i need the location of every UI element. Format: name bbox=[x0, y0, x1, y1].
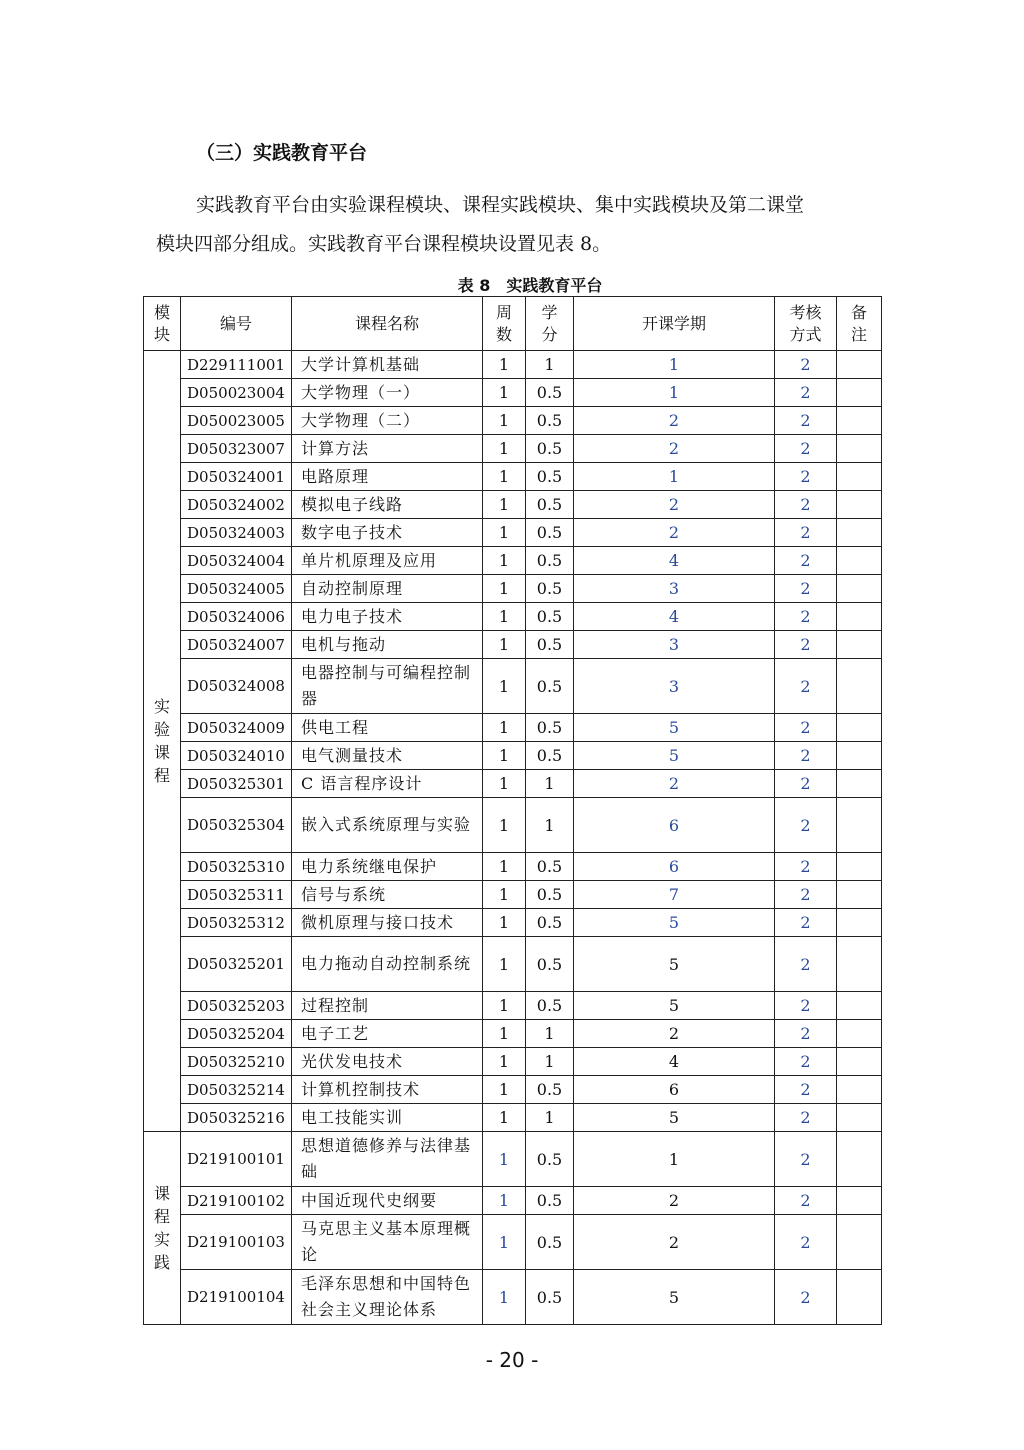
weeks-cell: 1 bbox=[483, 798, 526, 853]
semester-cell: 2 bbox=[574, 519, 775, 547]
credits-cell: 0.5 bbox=[526, 547, 574, 575]
course-name-cell: 数字电子技术 bbox=[292, 519, 483, 547]
weeks-cell: 1 bbox=[483, 714, 526, 742]
semester-cell: 4 bbox=[574, 547, 775, 575]
semester-cell: 6 bbox=[574, 1076, 775, 1104]
credits-cell: 1 bbox=[526, 770, 574, 798]
course-code-cell: D050325312 bbox=[181, 909, 292, 937]
assessment-cell: 2 bbox=[775, 770, 837, 798]
intro-paragraph-line-1 bbox=[156, 189, 896, 222]
intro-paragraph-line-2: 模块四部分组成。实践教育平台课程模块设置见表 8。 bbox=[156, 233, 612, 255]
remarks-cell bbox=[837, 881, 882, 909]
table-row bbox=[144, 631, 882, 659]
credits-cell: 0.5 bbox=[526, 379, 574, 407]
course-code-cell: D050325201 bbox=[181, 937, 292, 992]
assessment-cell: 2 bbox=[775, 1215, 837, 1270]
table-row bbox=[144, 770, 882, 798]
credits-cell: 0.5 bbox=[526, 1270, 574, 1325]
weeks-cell: 1 bbox=[483, 742, 526, 770]
table-row bbox=[144, 463, 882, 491]
table-row bbox=[144, 881, 882, 909]
weeks-cell: 1 bbox=[483, 992, 526, 1020]
header-code: 编号 bbox=[181, 297, 292, 351]
table-body bbox=[144, 351, 882, 1325]
credits-cell: 0.5 bbox=[526, 631, 574, 659]
assessment-cell: 2 bbox=[775, 881, 837, 909]
credits-cell: 0.5 bbox=[526, 853, 574, 881]
section-heading: （三）实践教育平台 bbox=[196, 142, 368, 164]
semester-cell: 4 bbox=[574, 603, 775, 631]
weeks-cell: 1 bbox=[483, 881, 526, 909]
module-cell bbox=[144, 1132, 181, 1325]
table-row bbox=[144, 1048, 882, 1076]
credits-cell: 0.5 bbox=[526, 714, 574, 742]
table-row bbox=[144, 1132, 882, 1187]
remarks-cell bbox=[837, 463, 882, 491]
header-name: 课程名称 bbox=[292, 297, 483, 351]
assessment-cell: 2 bbox=[775, 1104, 837, 1132]
credits-cell: 0.5 bbox=[526, 1132, 574, 1187]
practice-platform-table bbox=[143, 296, 882, 1325]
remarks-cell bbox=[837, 1020, 882, 1048]
credits-cell: 0.5 bbox=[526, 1215, 574, 1270]
course-name-cell: 单片机原理及应用 bbox=[292, 547, 483, 575]
weeks-cell: 1 bbox=[483, 1020, 526, 1048]
course-code-cell: D050023004 bbox=[181, 379, 292, 407]
remarks-cell bbox=[837, 603, 882, 631]
course-name-cell: 大学物理（二） bbox=[292, 407, 483, 435]
course-code-cell: D050325310 bbox=[181, 853, 292, 881]
assessment-cell: 2 bbox=[775, 379, 837, 407]
table-row bbox=[144, 519, 882, 547]
header-weeks: 周数 bbox=[483, 297, 526, 351]
course-code-cell: D050324008 bbox=[181, 659, 292, 714]
weeks-cell: 1 bbox=[483, 407, 526, 435]
semester-cell: 5 bbox=[574, 742, 775, 770]
course-code-cell: D050323007 bbox=[181, 435, 292, 463]
remarks-cell bbox=[837, 909, 882, 937]
semester-cell: 1 bbox=[574, 463, 775, 491]
assessment-cell: 2 bbox=[775, 603, 837, 631]
course-name-cell: 自动控制原理 bbox=[292, 575, 483, 603]
course-name-cell: 毛泽东思想和中国特色社会主义理论体系 bbox=[292, 1270, 483, 1325]
semester-cell: 5 bbox=[574, 714, 775, 742]
assessment-cell: 2 bbox=[775, 631, 837, 659]
weeks-cell: 1 bbox=[483, 1104, 526, 1132]
table-row bbox=[144, 491, 882, 519]
course-code-cell: D050023005 bbox=[181, 407, 292, 435]
course-name-cell: 模拟电子线路 bbox=[292, 491, 483, 519]
semester-cell: 2 bbox=[574, 435, 775, 463]
course-code-cell: D050324007 bbox=[181, 631, 292, 659]
weeks-cell: 1 bbox=[483, 435, 526, 463]
course-name-cell: 供电工程 bbox=[292, 714, 483, 742]
assessment-cell: 2 bbox=[775, 798, 837, 853]
course-name-cell: 大学计算机基础 bbox=[292, 351, 483, 379]
weeks-cell: 1 bbox=[483, 937, 526, 992]
table-row bbox=[144, 798, 882, 853]
course-name-cell: 思想道德修养与法律基础 bbox=[292, 1132, 483, 1187]
module-cell bbox=[144, 351, 181, 1132]
remarks-cell bbox=[837, 770, 882, 798]
semester-cell: 6 bbox=[574, 798, 775, 853]
assessment-cell: 2 bbox=[775, 659, 837, 714]
course-code-cell: D050325210 bbox=[181, 1048, 292, 1076]
credits-cell: 0.5 bbox=[526, 992, 574, 1020]
course-name-cell: 电子工艺 bbox=[292, 1020, 483, 1048]
remarks-cell bbox=[837, 853, 882, 881]
course-name-cell: 马克思主义基本原理概论 bbox=[292, 1215, 483, 1270]
semester-cell: 7 bbox=[574, 881, 775, 909]
course-code-cell: D050324002 bbox=[181, 491, 292, 519]
assessment-cell: 2 bbox=[775, 853, 837, 881]
semester-cell: 2 bbox=[574, 1215, 775, 1270]
remarks-cell bbox=[837, 407, 882, 435]
table-row bbox=[144, 992, 882, 1020]
assessment-cell: 2 bbox=[775, 435, 837, 463]
module-label: 课程实践 bbox=[153, 1184, 170, 1272]
remarks-cell bbox=[837, 547, 882, 575]
header-module: 模块 bbox=[144, 297, 181, 351]
remarks-cell bbox=[837, 631, 882, 659]
assessment-cell: 2 bbox=[775, 1076, 837, 1104]
weeks-cell: 1 bbox=[483, 770, 526, 798]
table-row bbox=[144, 603, 882, 631]
assessment-cell: 2 bbox=[775, 351, 837, 379]
intro-paragraph-line-1-text: 实践教育平台由实验课程模块、课程实践模块、集中实践模块及第二课堂 bbox=[196, 194, 805, 216]
credits-cell: 0.5 bbox=[526, 909, 574, 937]
credits-cell: 0.5 bbox=[526, 1187, 574, 1215]
credits-cell: 0.5 bbox=[526, 1076, 574, 1104]
course-name-cell: 电力系统继电保护 bbox=[292, 853, 483, 881]
remarks-cell bbox=[837, 1104, 882, 1132]
course-code-cell: D050325304 bbox=[181, 798, 292, 853]
weeks-cell: 1 bbox=[483, 853, 526, 881]
credits-cell: 1 bbox=[526, 1104, 574, 1132]
course-name-cell: C 语言程序设计 bbox=[292, 770, 483, 798]
table-row bbox=[144, 1215, 882, 1270]
course-code-cell: D050324004 bbox=[181, 547, 292, 575]
course-code-cell: D050325203 bbox=[181, 992, 292, 1020]
semester-cell: 6 bbox=[574, 853, 775, 881]
assessment-cell: 2 bbox=[775, 1270, 837, 1325]
course-code-cell: D219100101 bbox=[181, 1132, 292, 1187]
course-code-cell: D050325216 bbox=[181, 1104, 292, 1132]
assessment-cell: 2 bbox=[775, 407, 837, 435]
credits-cell: 0.5 bbox=[526, 519, 574, 547]
course-code-cell: D229111001 bbox=[181, 351, 292, 379]
remarks-cell bbox=[837, 798, 882, 853]
remarks-cell bbox=[837, 491, 882, 519]
table-row bbox=[144, 407, 882, 435]
remarks-cell bbox=[837, 1132, 882, 1187]
semester-cell: 3 bbox=[574, 631, 775, 659]
page-number: - 20 - bbox=[485, 1348, 539, 1372]
credits-cell: 0.5 bbox=[526, 603, 574, 631]
credits-cell: 1 bbox=[526, 1020, 574, 1048]
credits-cell: 0.5 bbox=[526, 575, 574, 603]
course-name-cell: 计算方法 bbox=[292, 435, 483, 463]
remarks-cell bbox=[837, 435, 882, 463]
assessment-cell: 2 bbox=[775, 742, 837, 770]
weeks-cell: 1 bbox=[483, 575, 526, 603]
table-row bbox=[144, 853, 882, 881]
header-remarks: 备注 bbox=[837, 297, 882, 351]
assessment-cell: 2 bbox=[775, 992, 837, 1020]
assessment-cell: 2 bbox=[775, 547, 837, 575]
course-name-cell: 电机与拖动 bbox=[292, 631, 483, 659]
weeks-cell: 1 bbox=[483, 547, 526, 575]
table-row bbox=[144, 659, 882, 714]
semester-cell: 5 bbox=[574, 1270, 775, 1325]
weeks-cell: 1 bbox=[483, 1270, 526, 1325]
weeks-cell: 1 bbox=[483, 909, 526, 937]
table-row bbox=[144, 547, 882, 575]
remarks-cell bbox=[837, 1076, 882, 1104]
credits-cell: 1 bbox=[526, 351, 574, 379]
assessment-cell: 2 bbox=[775, 1048, 837, 1076]
course-name-cell: 电器控制与可编程控制器 bbox=[292, 659, 483, 714]
semester-cell: 5 bbox=[574, 1104, 775, 1132]
remarks-cell bbox=[837, 1270, 882, 1325]
assessment-cell: 2 bbox=[775, 575, 837, 603]
weeks-cell: 1 bbox=[483, 1187, 526, 1215]
semester-cell: 5 bbox=[574, 937, 775, 992]
weeks-cell: 1 bbox=[483, 379, 526, 407]
course-code-cell: D219100104 bbox=[181, 1270, 292, 1325]
course-code-cell: D050325204 bbox=[181, 1020, 292, 1048]
remarks-cell bbox=[837, 351, 882, 379]
credits-cell: 0.5 bbox=[526, 659, 574, 714]
table-row bbox=[144, 1270, 882, 1325]
semester-cell: 2 bbox=[574, 1020, 775, 1048]
weeks-cell: 1 bbox=[483, 519, 526, 547]
table-row bbox=[144, 1187, 882, 1215]
table-header-row bbox=[144, 297, 882, 351]
course-code-cell: D219100103 bbox=[181, 1215, 292, 1270]
table-row bbox=[144, 575, 882, 603]
semester-cell: 2 bbox=[574, 770, 775, 798]
table-row bbox=[144, 379, 882, 407]
assessment-cell: 2 bbox=[775, 519, 837, 547]
semester-cell: 1 bbox=[574, 351, 775, 379]
table-row bbox=[144, 1104, 882, 1132]
table-row bbox=[144, 435, 882, 463]
credits-cell: 0.5 bbox=[526, 407, 574, 435]
credits-cell: 1 bbox=[526, 1048, 574, 1076]
weeks-cell: 1 bbox=[483, 463, 526, 491]
course-name-cell: 电力拖动自动控制系统 bbox=[292, 937, 483, 992]
course-code-cell: D050324005 bbox=[181, 575, 292, 603]
semester-cell: 1 bbox=[574, 1132, 775, 1187]
remarks-cell bbox=[837, 937, 882, 992]
course-code-cell: D050324010 bbox=[181, 742, 292, 770]
course-name-cell: 大学物理（一） bbox=[292, 379, 483, 407]
credits-cell: 0.5 bbox=[526, 881, 574, 909]
table-caption: 表 8 实践教育平台 bbox=[457, 276, 603, 295]
assessment-cell: 2 bbox=[775, 937, 837, 992]
weeks-cell: 1 bbox=[483, 603, 526, 631]
credits-cell: 0.5 bbox=[526, 435, 574, 463]
table-row bbox=[144, 909, 882, 937]
semester-cell: 2 bbox=[574, 491, 775, 519]
assessment-cell: 2 bbox=[775, 1187, 837, 1215]
course-code-cell: D050325311 bbox=[181, 881, 292, 909]
table-row bbox=[144, 937, 882, 992]
module-label: 实验课程 bbox=[153, 697, 170, 785]
weeks-cell: 1 bbox=[483, 1215, 526, 1270]
header-assessment: 考核方式 bbox=[775, 297, 837, 351]
course-name-cell: 电力电子技术 bbox=[292, 603, 483, 631]
course-code-cell: D050324001 bbox=[181, 463, 292, 491]
semester-cell: 4 bbox=[574, 1048, 775, 1076]
credits-cell: 0.5 bbox=[526, 742, 574, 770]
course-code-cell: D219100102 bbox=[181, 1187, 292, 1215]
weeks-cell: 1 bbox=[483, 1076, 526, 1104]
weeks-cell: 1 bbox=[483, 351, 526, 379]
course-code-cell: D050324009 bbox=[181, 714, 292, 742]
table-row bbox=[144, 1020, 882, 1048]
table-row bbox=[144, 742, 882, 770]
semester-cell: 5 bbox=[574, 909, 775, 937]
semester-cell: 3 bbox=[574, 659, 775, 714]
weeks-cell: 1 bbox=[483, 659, 526, 714]
credits-cell: 0.5 bbox=[526, 463, 574, 491]
remarks-cell bbox=[837, 1187, 882, 1215]
course-code-cell: D050325214 bbox=[181, 1076, 292, 1104]
header-semester: 开课学期 bbox=[574, 297, 775, 351]
course-code-cell: D050324006 bbox=[181, 603, 292, 631]
weeks-cell: 1 bbox=[483, 631, 526, 659]
course-name-cell: 过程控制 bbox=[292, 992, 483, 1020]
semester-cell: 3 bbox=[574, 575, 775, 603]
assessment-cell: 2 bbox=[775, 909, 837, 937]
assessment-cell: 2 bbox=[775, 1020, 837, 1048]
course-name-cell: 计算机控制技术 bbox=[292, 1076, 483, 1104]
assessment-cell: 2 bbox=[775, 463, 837, 491]
weeks-cell: 1 bbox=[483, 491, 526, 519]
table-row bbox=[144, 714, 882, 742]
remarks-cell bbox=[837, 379, 882, 407]
course-code-cell: D050324003 bbox=[181, 519, 292, 547]
semester-cell: 5 bbox=[574, 992, 775, 1020]
remarks-cell bbox=[837, 742, 882, 770]
credits-cell: 1 bbox=[526, 798, 574, 853]
remarks-cell bbox=[837, 714, 882, 742]
weeks-cell: 1 bbox=[483, 1048, 526, 1076]
course-name-cell: 嵌入式系统原理与实验 bbox=[292, 798, 483, 853]
remarks-cell bbox=[837, 1215, 882, 1270]
remarks-cell bbox=[837, 659, 882, 714]
remarks-cell bbox=[837, 519, 882, 547]
course-name-cell: 微机原理与接口技术 bbox=[292, 909, 483, 937]
semester-cell: 1 bbox=[574, 379, 775, 407]
credits-cell: 0.5 bbox=[526, 491, 574, 519]
course-name-cell: 电路原理 bbox=[292, 463, 483, 491]
table-row bbox=[144, 1076, 882, 1104]
remarks-cell bbox=[837, 1048, 882, 1076]
course-name-cell: 电工技能实训 bbox=[292, 1104, 483, 1132]
course-code-cell: D050325301 bbox=[181, 770, 292, 798]
table-row bbox=[144, 351, 882, 379]
assessment-cell: 2 bbox=[775, 1132, 837, 1187]
semester-cell: 2 bbox=[574, 407, 775, 435]
credits-cell: 0.5 bbox=[526, 937, 574, 992]
remarks-cell bbox=[837, 575, 882, 603]
header-credits: 学分 bbox=[526, 297, 574, 351]
course-name-cell: 信号与系统 bbox=[292, 881, 483, 909]
weeks-cell: 1 bbox=[483, 1132, 526, 1187]
assessment-cell: 2 bbox=[775, 714, 837, 742]
course-name-cell: 中国近现代史纲要 bbox=[292, 1187, 483, 1215]
remarks-cell bbox=[837, 992, 882, 1020]
course-name-cell: 电气测量技术 bbox=[292, 742, 483, 770]
course-name-cell: 光伏发电技术 bbox=[292, 1048, 483, 1076]
semester-cell: 2 bbox=[574, 1187, 775, 1215]
assessment-cell: 2 bbox=[775, 491, 837, 519]
